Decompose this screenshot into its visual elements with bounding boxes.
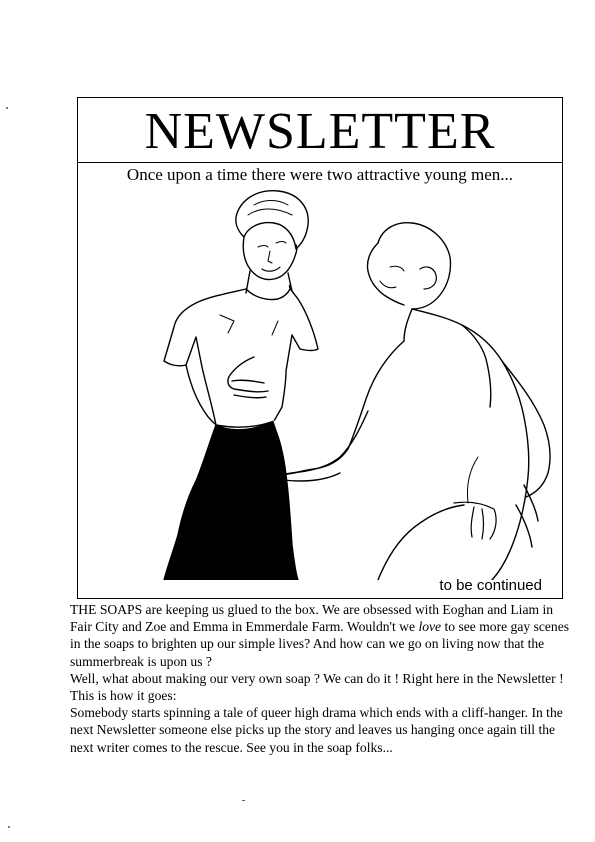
comic-panel — [77, 162, 563, 599]
title-box — [77, 97, 563, 163]
article-paragraph-own-soap: Well, what about making our very own soap ? We can do it ! Right here in the Newsletter ! — [70, 670, 564, 686]
two-men-illustration-icon — [78, 185, 562, 580]
left-man-face — [243, 237, 297, 280]
article-body — [70, 601, 570, 756]
right-man-head — [378, 223, 451, 309]
article-paragraph-how: This is how it goes: — [70, 688, 177, 704]
article-emphasis: love — [418, 619, 442, 635]
article-text: THE SOAPS are keeping us glued to the box. We are obsessed with Eoghan and Liam in Fair City and Zoe and Emma in Emmerdale Farm. Wouldn't we — [70, 602, 554, 635]
comic-caption: Once upon a time there were two attractive young men... — [126, 165, 514, 184]
article-paragraph-rules: Somebody starts spinning a tale of queer high drama which ends with a cliff-hanger. In the next Newsletter someone else picks up the story and leaves us hanging once again till the next writer comes to the rescue. See you in the soap folks... — [70, 705, 563, 755]
article-text: to see more gay scenes in the soaps to brighten up our simple lives? And how can we go on living now that the summerbreak is upon us ? — [70, 619, 570, 669]
scan-speck — [8, 826, 10, 828]
left-man-shirt — [164, 285, 318, 427]
to-be-continued: to be continued — [439, 577, 542, 594]
scan-speck — [6, 107, 8, 109]
newsletter-title: NEWSLETTER — [144, 103, 496, 160]
left-man-trousers — [164, 421, 298, 580]
scan-speck — [242, 800, 245, 801]
article-paragraph-soaps — [70, 601, 570, 670]
left-man-hair — [236, 191, 308, 249]
